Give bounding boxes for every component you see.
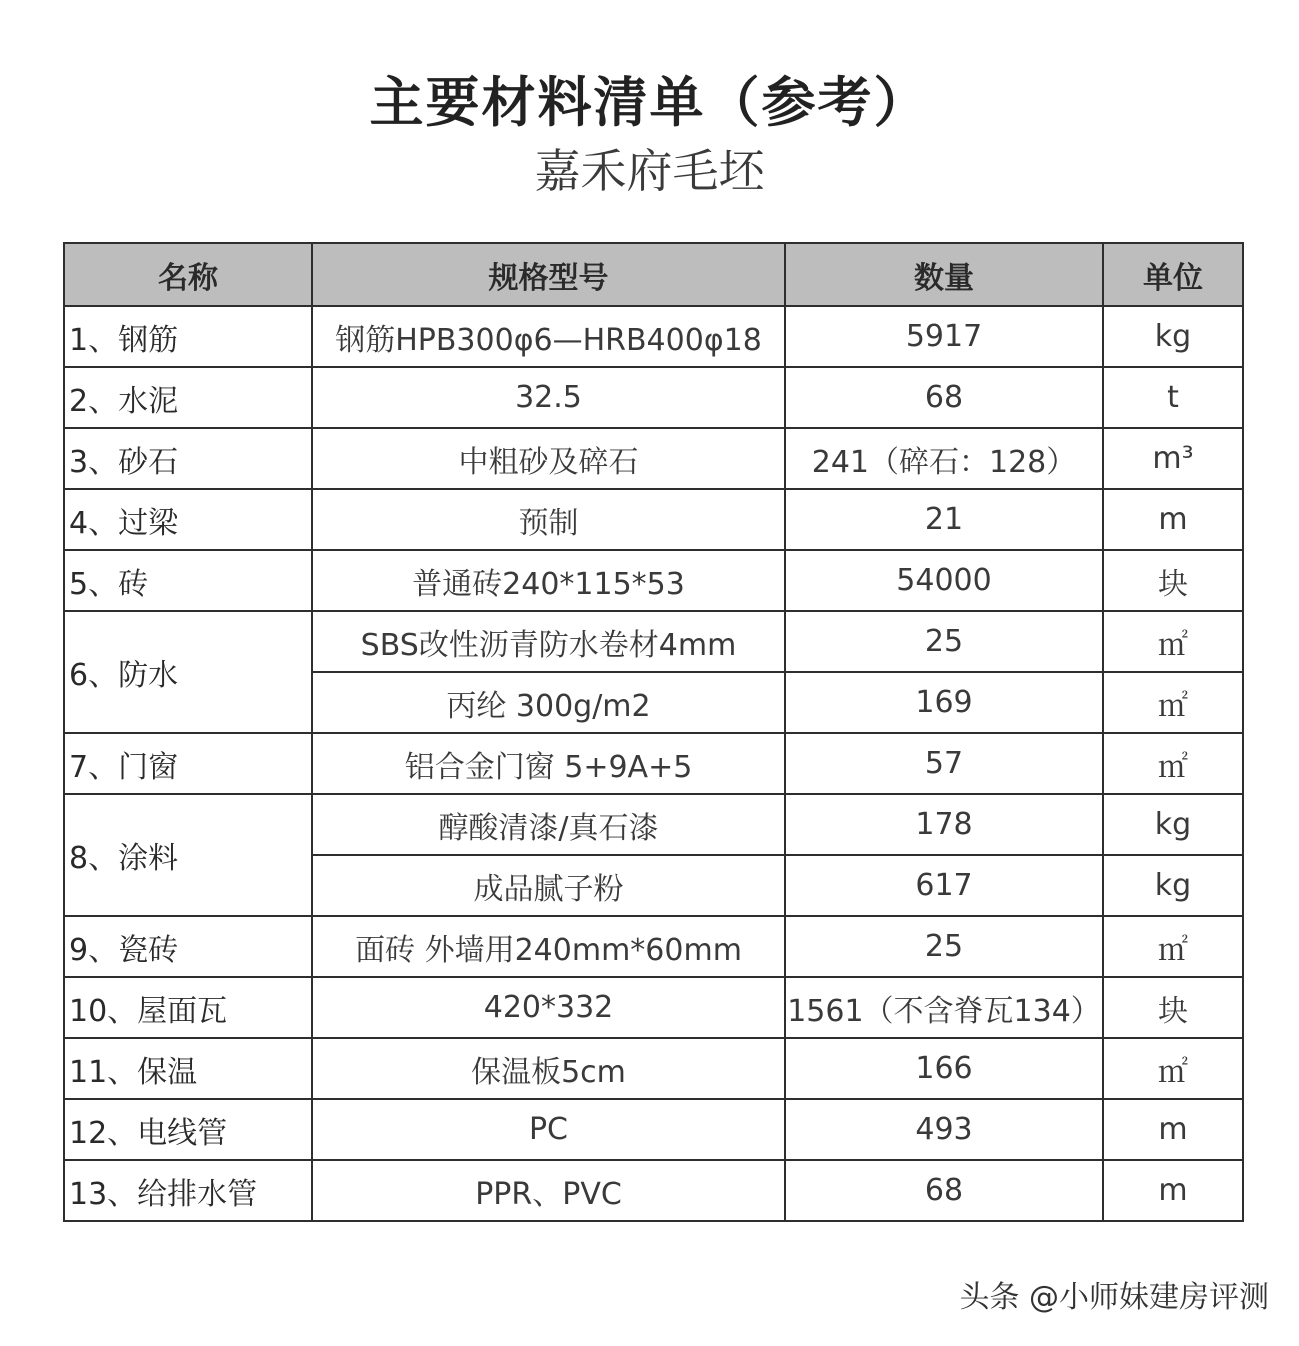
material-name: 11、保温: [64, 1038, 312, 1099]
material-spec: 32.5: [312, 367, 785, 428]
material-qty: 241（碎石：128）: [785, 428, 1103, 489]
table-row: [64, 977, 1243, 1038]
table-row: [64, 1038, 1243, 1099]
material-spec: 面砖 外墙用240mm*60mm: [312, 916, 785, 977]
table-row: [64, 489, 1243, 550]
material-unit: ㎡: [1103, 1038, 1243, 1099]
material-qty: 1561（不含脊瓦134）: [785, 977, 1103, 1038]
author-watermark: 头条 @小师妹建房评测: [959, 1280, 1269, 1315]
material-spec: 醇酸清漆/真石漆: [312, 794, 785, 855]
table-row: [64, 428, 1243, 489]
material-unit: 块: [1103, 550, 1243, 611]
material-unit: m: [1103, 1099, 1243, 1160]
material-qty: 25: [785, 916, 1103, 977]
material-name: 6、防水: [64, 611, 312, 733]
material-name: 1、钢筋: [64, 306, 312, 367]
table-row: [64, 367, 1243, 428]
material-unit: ㎡: [1103, 916, 1243, 977]
material-unit: m: [1103, 1160, 1243, 1221]
material-qty: 68: [785, 367, 1103, 428]
material-name: 8、涂料: [64, 794, 312, 916]
table-row: [64, 916, 1243, 977]
material-name: 7、门窗: [64, 733, 312, 794]
material-spec: 丙纶 300g/m2: [312, 672, 785, 733]
material-unit: kg: [1103, 306, 1243, 367]
header-name: 名称: [64, 243, 312, 306]
material-spec: 成品腻子粉: [312, 855, 785, 916]
material-spec: 中粗砂及碎石: [312, 428, 785, 489]
material-name: 5、砖: [64, 550, 312, 611]
material-unit: t: [1103, 367, 1243, 428]
material-qty: 178: [785, 794, 1103, 855]
material-qty: 21: [785, 489, 1103, 550]
material-qty: 493: [785, 1099, 1103, 1160]
page-title: 主要材料清单（参考）: [369, 71, 930, 134]
table-row: [64, 794, 1243, 855]
material-spec: 钢筋HPB300φ6—HRB400φ18: [312, 306, 785, 367]
material-spec: PPR、PVC: [312, 1160, 785, 1221]
material-spec: 预制: [312, 489, 785, 550]
material-unit: m³: [1103, 428, 1243, 489]
material-spec: PC: [312, 1099, 785, 1160]
material-spec: 420*332: [312, 977, 785, 1038]
material-unit: ㎡: [1103, 733, 1243, 794]
header-qty: 数量: [785, 243, 1103, 306]
material-qty: 68: [785, 1160, 1103, 1221]
material-unit: ㎡: [1103, 672, 1243, 733]
table-row: [64, 733, 1243, 794]
material-qty: 5917: [785, 306, 1103, 367]
material-qty: 57: [785, 733, 1103, 794]
material-spec: 普通砖240*115*53: [312, 550, 785, 611]
material-unit: kg: [1103, 855, 1243, 916]
material-qty: 54000: [785, 550, 1103, 611]
material-name: 12、电线管: [64, 1099, 312, 1160]
table-row: [64, 1099, 1243, 1160]
material-unit: m: [1103, 489, 1243, 550]
material-unit: kg: [1103, 794, 1243, 855]
material-qty: 617: [785, 855, 1103, 916]
table-row: [64, 550, 1243, 611]
header-unit: 单位: [1103, 243, 1243, 306]
material-qty: 25: [785, 611, 1103, 672]
material-name: 2、水泥: [64, 367, 312, 428]
material-spec: SBS改性沥青防水卷材4mm: [312, 611, 785, 672]
table-row: [64, 306, 1243, 367]
material-name: 4、过梁: [64, 489, 312, 550]
material-spec: 铝合金门窗 5+9A+5: [312, 733, 785, 794]
materials-table: [63, 242, 1244, 1222]
material-name: 3、砂石: [64, 428, 312, 489]
material-unit: 块: [1103, 977, 1243, 1038]
material-qty: 166: [785, 1038, 1103, 1099]
table-row: [64, 1160, 1243, 1221]
material-qty: 169: [785, 672, 1103, 733]
material-name: 10、屋面瓦: [64, 977, 312, 1038]
table-header-row: [64, 243, 1243, 306]
material-name: 13、给排水管: [64, 1160, 312, 1221]
material-name: 9、瓷砖: [64, 916, 312, 977]
material-spec: 保温板5cm: [312, 1038, 785, 1099]
table-row: [64, 611, 1243, 672]
material-unit: ㎡: [1103, 611, 1243, 672]
header-spec: 规格型号: [312, 243, 785, 306]
page-subtitle: 嘉禾府毛坯: [534, 144, 765, 198]
